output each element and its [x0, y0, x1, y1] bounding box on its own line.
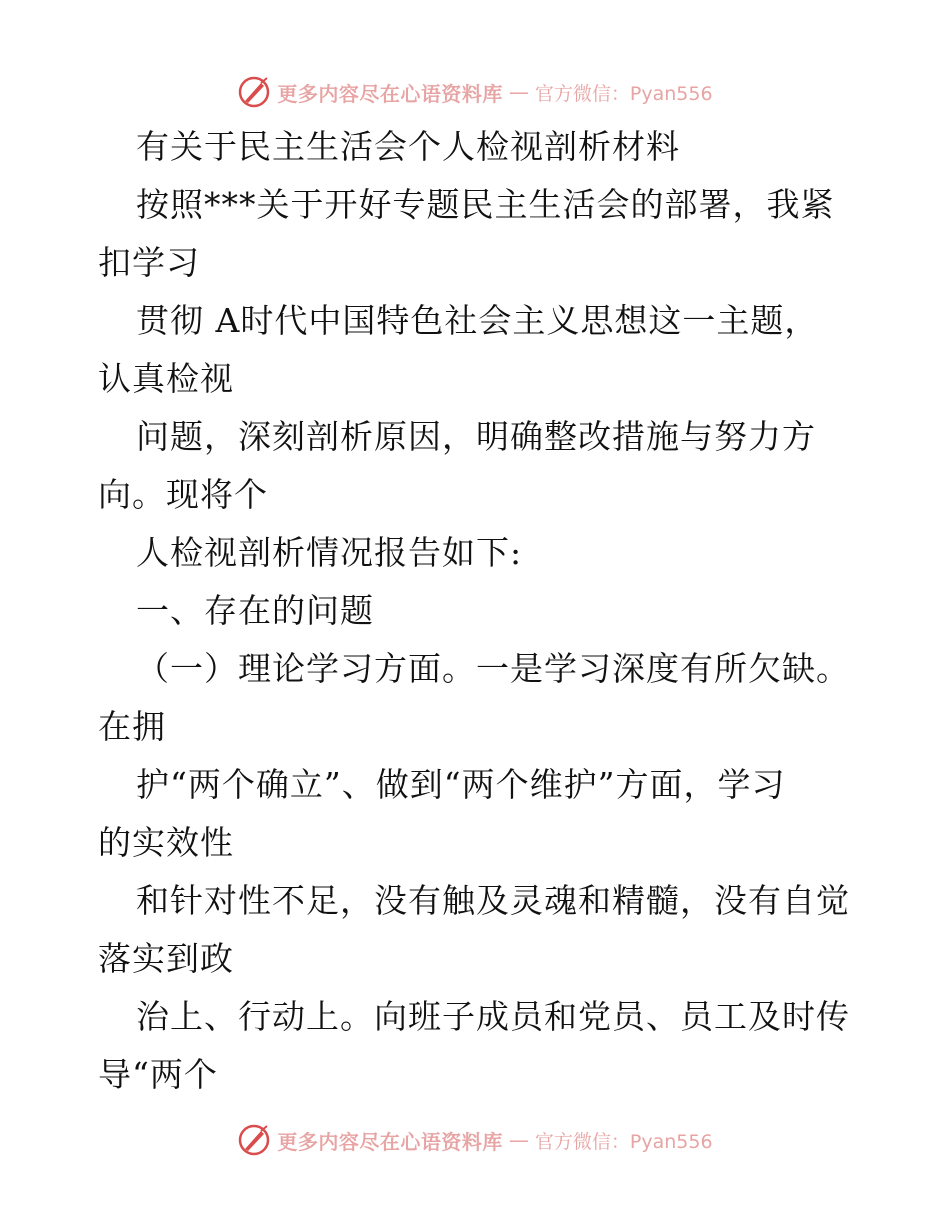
section-heading: 一、存在的问题	[136, 591, 374, 630]
document-title: 有关于民主生活会个人检视剖析材料	[136, 127, 680, 166]
quill-logo-icon	[237, 1123, 271, 1157]
text-line: 在拥	[98, 707, 166, 746]
watermark-dash: —	[508, 1128, 529, 1152]
text-line: 的实效性	[98, 823, 234, 862]
text-line: （一）理论学习方面。一是学习深度有所欠缺。	[136, 649, 850, 688]
text-line: 扣学习	[98, 243, 200, 282]
watermark-sub-text: 官方微信：Pyan556	[534, 82, 713, 105]
quill-logo-icon	[237, 75, 271, 109]
watermark-main-text: 更多内容尽在心语资料库	[277, 1129, 503, 1154]
text-line: 贯彻 A时代中国特色社会主义思想这一主题，	[136, 301, 819, 340]
watermark-main-text: 更多内容尽在心语资料库	[277, 81, 503, 106]
footer-watermark	[0, 1120, 950, 1160]
text-line: 人检视剖析情况报告如下:	[136, 533, 523, 572]
document-body	[98, 118, 858, 1104]
header-watermark	[0, 72, 950, 112]
text-line: 治上、行动上。向班子成员和党员、员工及时传	[136, 997, 850, 1036]
text-line: 认真检视	[98, 359, 234, 398]
text-line: 落实到政	[98, 939, 234, 978]
text-line: 问题，深刻剖析原因，明确整改措施与努力方	[136, 417, 816, 456]
watermark-sub-text: 官方微信：Pyan556	[534, 1130, 713, 1153]
text-line: 和针对性不足，没有触及灵魂和精髓，没有自觉	[136, 881, 850, 920]
text-line: 护“两个确立”、做到“两个维护”方面，学习	[136, 765, 786, 804]
text-line: 按照***关于开好专题民主生活会的部署，我紧	[136, 185, 835, 224]
watermark-dash: —	[508, 80, 529, 104]
text-line: 导“两个	[98, 1055, 218, 1094]
text-line: 向。现将个	[98, 475, 268, 514]
